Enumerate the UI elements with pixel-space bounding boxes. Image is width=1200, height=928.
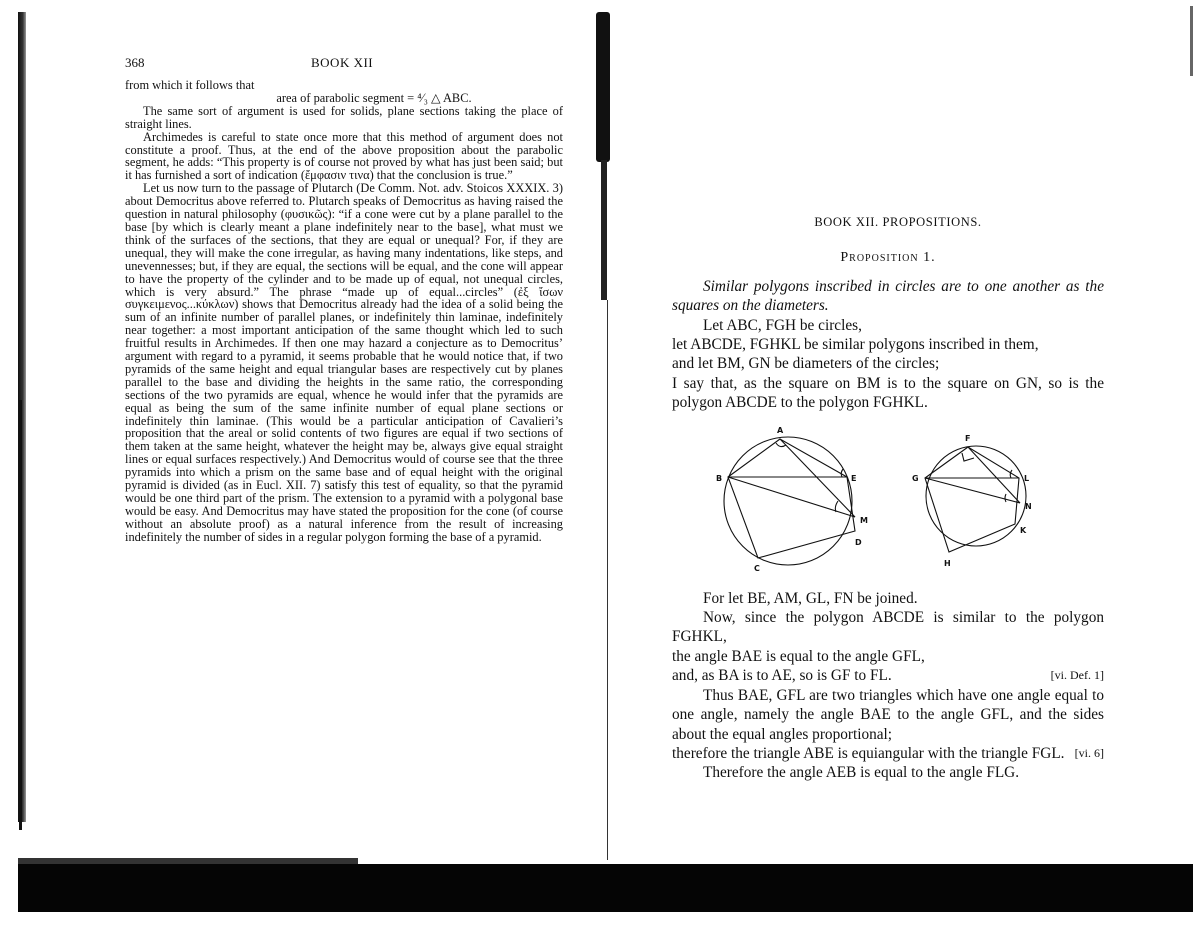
label-L: L <box>1024 473 1030 483</box>
label-C: C <box>754 563 760 573</box>
paragraph-plutarch-democritus: Let us now turn to the passage of Plutarch (De Comm. Not. adv. Stoicos XXXIX. 3) about Democritus above referred to. Plutarch speaks of Democritus as having raised the question in natural philosophy (φυσικῶς): “if a cone were cut by a plane parallel to the base [by which is clearly meant a plane indefinitely near to the base], what must we think of the surfaces of the sections, that they are equal or unequal? For, if they are unequal, they will make the cone irregular, as having many indentations, like steps, and unevennesses; but, if they are equal, the sections will be equal, and the cone will appear to have the property of the cylinder and to be made up of equal, not unequal circles, which is very absurd.” The phrase “made up of equal...circles” (ἐξ ἴσων συγκειμενος...κύκλων) shows that Democritus already had the idea of a solid being the sum of an infinite number of parallel planes, or indefinitely thin laminae, indefinitely near together: a most important anticipation of the same thought which led to such fruitful results in Archimedes. If then one may hazard a conjecture as to Democritus’ argument with regard to a pyramid, it seems probable that he would notice that, if two pyramids of the same height and equal triangular bases are respectively cut by planes parallel to the base and dividing the heights in the same ratio, the corresponding sections of the two pyramids are equal, whence he would infer that the pyramids are equal as being the sum of the same infinite number of equal plane sections or indefinitely thin laminae. (This would be a particular anticipation of Cavalieri’s proposition that the areal or solid contents of two figures are equal if two sections of them taken at the same height, whatever the height may be, always give equal straight lines or equal surfaces respectively.) And Democritus would of course see that the three pyramids into which a prism on the same base and of equal height with the original pyramid is divided (as in Eucl. XII. 7) satisfy this test of equality, so that the pyramid would be one third part of the prism. The extension to a pyramid with a polygonal base would be easy. And Democritus may have stated the proposition for the cone (of course without an absolute proof) as a natural inference from the result of increasing indefinitely the number of sides in a regular polygon forming the base of a pyramid. <box>125 181 563 544</box>
label-D: D <box>855 537 862 547</box>
proof-line-2: Now, since the polygon ABCDE is similar to the polygon FGHKL, <box>672 609 1104 646</box>
label-K: K <box>1020 525 1027 535</box>
paragraph-lead-in: from which it follows that <box>125 78 255 92</box>
proof-line-4 <box>672 666 1104 685</box>
left-running-head <box>125 57 563 79</box>
book-spine-shadow <box>596 12 610 162</box>
book-spine-shadow-lower <box>601 160 607 300</box>
reference-prop: [vi. 6] <box>1074 745 1104 760</box>
setup-line-2: let ABCDE, FGHKL be similar polygons inscribed in them, <box>672 336 1039 354</box>
label-F: F <box>965 433 971 443</box>
proof-line-7: Therefore the angle AEB is equal to the angle FLG. <box>703 764 1020 782</box>
geometry-figure <box>672 421 1104 583</box>
scan-left-edge-line <box>19 400 22 830</box>
proof-line-6 <box>672 744 1104 763</box>
proof-line-3: the angle BAE is equal to the angle GFL, <box>672 647 925 665</box>
proposition-title: Proposition 1. <box>840 250 936 266</box>
setup-line-3: and let BM, GN be diameters of the circles; <box>672 355 940 373</box>
book-gutter-line <box>607 300 608 860</box>
proof-line-5: Thus BAE, GFL are two triangles which have one angle equal to one angle, namely the angle BAE to the angle GFL, and the sides about the equal angles proportional; <box>672 686 1104 743</box>
scan-bottom-band <box>18 864 1193 912</box>
enunciation-text: Similar polygons inscribed in circles are to one another as the squares on the diameters. <box>672 277 1104 315</box>
proof-line-6-text: therefore the triangle ABE is equiangular with the triangle FGL. <box>672 744 1065 762</box>
paragraph-archimedes-proof: Archimedes is careful to state once more that this method of argument does not constitute a proof. Thus, at the end of the above proposition about the parabolic segment, he adds: “This property is of course not proved by what has just been said; but it has furnished a sort of indication (ἔμφασιν τινα) that the conclusion is true.” <box>125 129 563 183</box>
formula-parabolic-segment: area of parabolic segment = ⁴⁄₃ △ ABC. <box>276 90 472 105</box>
reference-def: [vi. Def. 1] <box>1050 668 1104 683</box>
label-M: M <box>860 515 868 525</box>
right-page <box>672 213 1104 783</box>
label-E: E <box>851 473 857 483</box>
setup-line-4: I say that, as the square on BM is to the square on GN, so is the polygon ABCDE to the polygon FGHKL. <box>672 374 1104 412</box>
label-B: B <box>716 473 723 483</box>
scan-right-edge <box>1190 6 1193 76</box>
label-H: H <box>944 558 951 568</box>
book-title: BOOK XII <box>311 55 374 70</box>
paragraph-solids: The same sort of argument is used for solids, plane sections taking the place of straight lines. <box>125 103 563 131</box>
proof-line-1: For let BE, AM, GL, FN be joined. <box>703 589 918 607</box>
left-page <box>125 57 563 544</box>
label-A: A <box>777 425 784 435</box>
label-G: G <box>912 473 919 483</box>
right-running-head: BOOK XII. PROPOSITIONS. <box>814 215 982 229</box>
inscribed-polygons-diagram <box>716 421 1082 581</box>
enunciation <box>672 277 1104 316</box>
page-number: 368 <box>125 55 145 70</box>
proof-line-4-text: and, as BA is to AE, so is GF to FL. <box>672 667 892 685</box>
label-N: N <box>1025 501 1032 511</box>
setup-line-1: Let ABC, FGH be circles, <box>703 316 862 334</box>
